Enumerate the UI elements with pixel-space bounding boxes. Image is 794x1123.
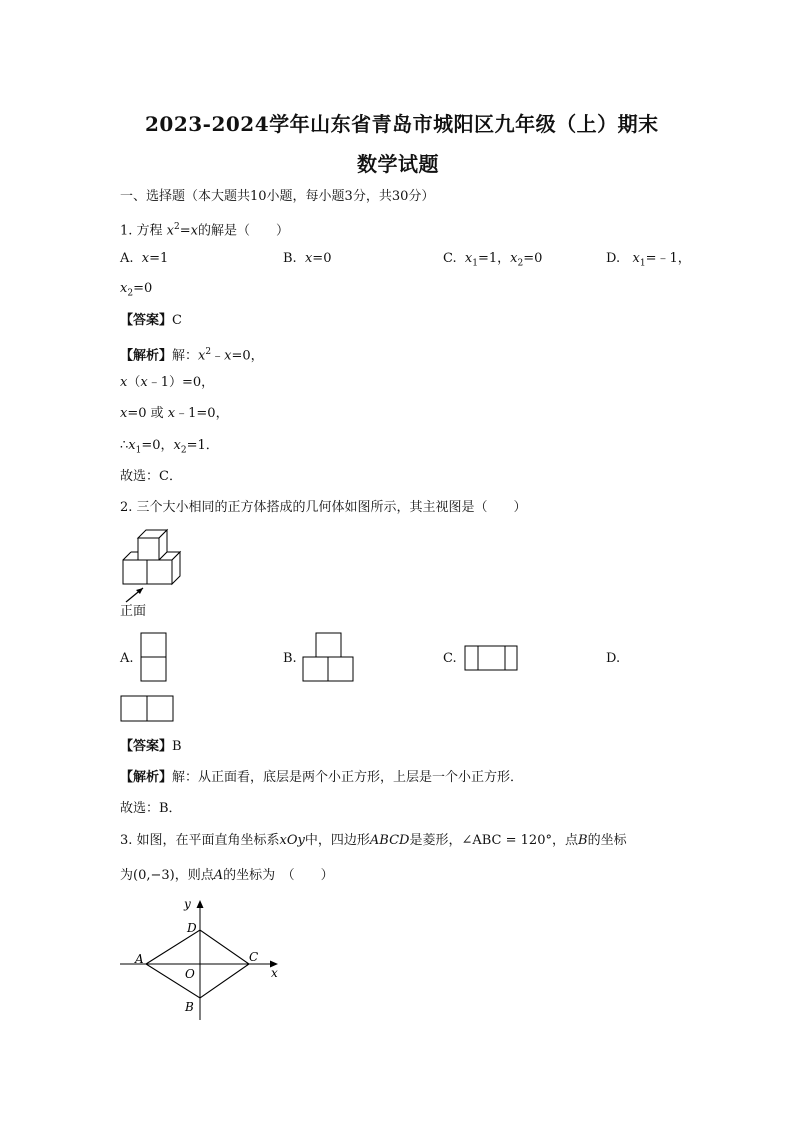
q2-front-label: 正面 xyxy=(120,604,147,619)
cube-bottom-right-front xyxy=(147,560,172,584)
q2-cubes-figure xyxy=(118,526,188,606)
q2-analysis: 【解析】解：从正面看，底层是两个小正方形，上层是一个小正方形． xyxy=(120,770,524,785)
q2-option-d-figure xyxy=(120,695,176,723)
q2-conclusion: 故选：B． xyxy=(120,801,182,816)
label-y: y xyxy=(184,897,191,911)
q2-option-c-figure xyxy=(464,645,522,673)
q2-option-a-figure xyxy=(140,632,170,682)
section-heading: 一、选择题（本大题共10小题，每小题3分，共30分） xyxy=(120,189,435,204)
label-x: x xyxy=(271,966,278,980)
q1-option-d: D. $x_1=﹣1$， xyxy=(606,251,691,269)
q1-option-c: C. $x_1=1$，$x_2=0$ xyxy=(443,251,543,269)
label-c: C xyxy=(249,950,259,964)
label-b: B xyxy=(185,1000,194,1014)
q2-option-b-figure xyxy=(302,632,357,684)
q1-step-2: x（x﹣1）=0， xyxy=(120,375,215,390)
q3-stem-line1: 3. 如图，在平面直角坐标系xOy中，四边形ABCD是菱形，∠ABC = 120°，点B的坐标 xyxy=(120,833,627,848)
page-title: 2023-2024学年山东省青岛市城阳区九年级（上）期末 xyxy=(145,112,659,136)
q3-stem-line2: 为(0,−3)，则点A的坐标为 （ ） xyxy=(120,868,334,883)
label-d: D xyxy=(187,921,197,935)
cube-bottom-left-front xyxy=(123,560,147,584)
cube-top-front-face xyxy=(138,538,159,560)
q2-stem: 2. 三个大小相同的正方体搭成的几何体如图所示，其主视图是（ ） xyxy=(120,500,527,515)
q1-option-b: B. x=0 xyxy=(283,251,332,266)
label-a: A xyxy=(135,952,144,966)
q2-option-a-label: A. xyxy=(120,651,134,666)
q3-rhombus-figure xyxy=(115,895,290,1025)
q1-option-d-cont: $x_2=0$ xyxy=(120,281,153,299)
q1-stem: 1. 方程 $x^2=x$的解是（ ） xyxy=(120,222,290,239)
q1-step-4: $\therefore x_1=0$，$x_2=1$． xyxy=(120,438,219,456)
q1-option-a: A. x=1 xyxy=(120,251,169,266)
q2-answer: 【答案】B xyxy=(120,739,182,754)
y-axis-arrow xyxy=(197,900,204,908)
q2-option-c-label: C. xyxy=(443,651,457,666)
q1-step-3: x=0 或 x﹣1=0， xyxy=(120,406,229,421)
q2-option-d-label: D. xyxy=(606,651,621,666)
q2-option-b-label: B. xyxy=(283,651,297,666)
label-o: O xyxy=(185,967,195,981)
q1-answer: 【答案】C xyxy=(120,313,182,328)
q1-analysis: 【解析】解：$x^2﹣x=0$， xyxy=(120,347,264,364)
page-subtitle: 数学试题 xyxy=(357,152,439,176)
q1-conclusion: 故选：C． xyxy=(120,469,182,484)
